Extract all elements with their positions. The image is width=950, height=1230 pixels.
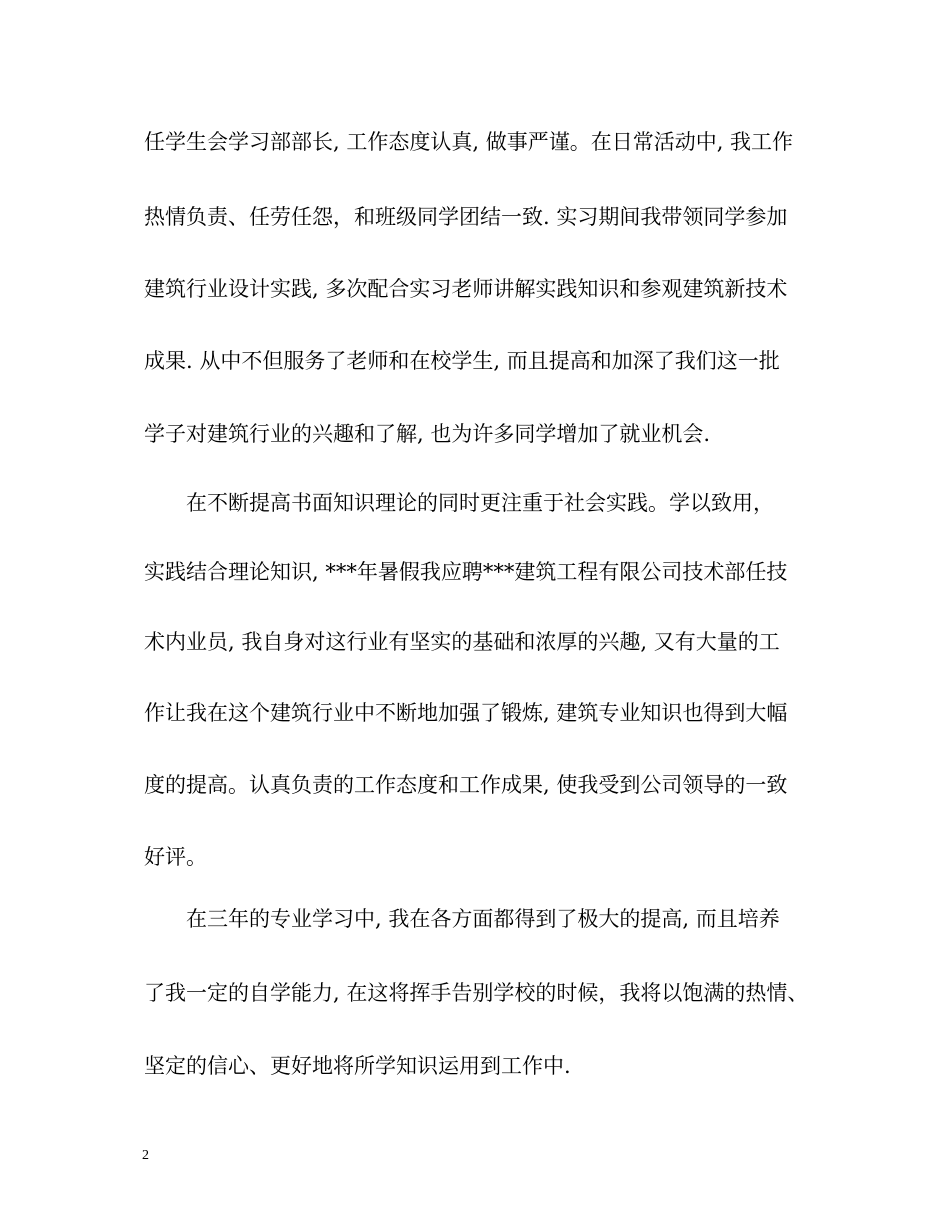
- text-line: 热情负责、任劳任怨，和班级同学团结一致. 实习期间我带领同学参加: [144, 205, 788, 229]
- page-number: 2: [142, 1148, 149, 1163]
- text-line: 建筑行业设计实践, 多次配合实习老师讲解实践知识和参观建筑新技术: [144, 277, 788, 301]
- text-line: 好评。: [144, 845, 207, 869]
- text-line: 作让我在这个建筑行业中不断地加强了锻炼, 建筑专业知识也得到大幅: [144, 701, 788, 725]
- text-line: 坚定的信心、更好地将所学知识运用到工作中.: [144, 1054, 571, 1078]
- text-line: 了我一定的自学能力, 在这将挥手告别学校的时候，我将以饱满的热情、: [144, 981, 809, 1005]
- text-line: 度的提高。认真负责的工作态度和工作成果, 使我受到公司领导的一致: [144, 773, 788, 797]
- text-line: 成果. 从中不但服务了老师和在校学生, 而且提高和加深了我们这一批: [144, 349, 780, 373]
- text-line: 任学生会学习部部长, 工作态度认真, 做事严谨。在日常活动中, 我工作: [144, 130, 794, 154]
- text-line: 学子对建筑行业的兴趣和了解, 也为许多同学增加了就业机会.: [144, 422, 711, 446]
- paragraph-start-line: 在三年的专业学习中, 我在各方面都得到了极大的提高, 而且培养: [186, 907, 780, 931]
- text-line: 术内业员, 我自身对这行业有坚实的基础和浓厚的兴趣, 又有大量的工: [144, 630, 780, 654]
- paragraph-start-line: 在不断提高书面知识理论的同时更注重于社会实践。学以致用，: [186, 491, 774, 515]
- text-line: 实践结合理论知识, ***年暑假我应聘***建筑工程有限公司技术部任技: [144, 560, 788, 584]
